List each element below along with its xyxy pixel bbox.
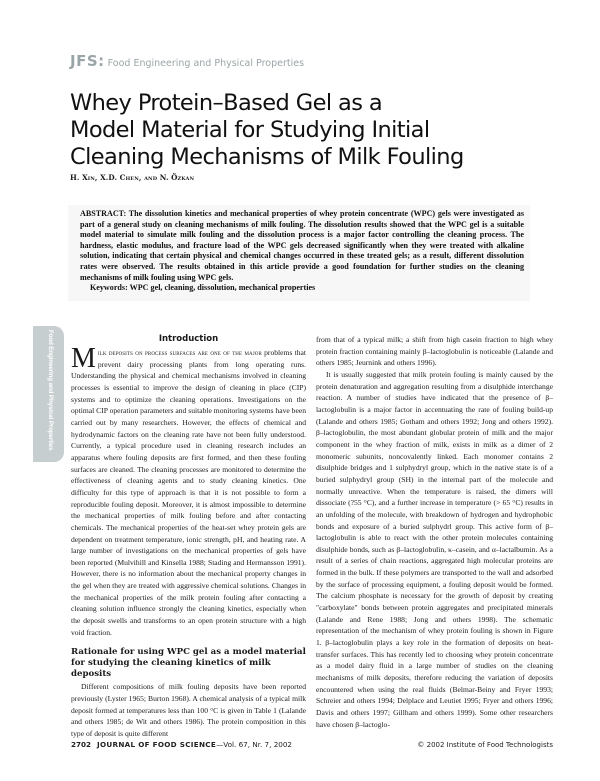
body-paragraph: from that of a typical milk; a shift from high casein fraction to high whey protein fraction containing mainly β–lactoglobulin is noticeable (Lalande and others 1985; Jeurnink and others 1996). <box>316 335 553 368</box>
intro-lead-in: ilk deposits on process surfaces are one of the major <box>97 348 262 357</box>
rationale-paragraph: Different compositions of milk fouling deposits have been reported previously (Lyster 1965; Burton 1968). A chemical analysis of a typical milk deposit formed at temperatures less than 100 °C is given in Table 1 (Lalande and others 1985; de Wit and others 1986). The protein composition in this type of deposit is quite different <box>71 682 306 739</box>
volume-issue: —Vol. 67, Nr. 7, 2002 <box>216 740 292 749</box>
page-number: 2702 <box>71 740 92 749</box>
abstract-body: ABSTRACT: The dissolution kinetics and mechanical properties of whey protein concentrate (WPC) gels were investigated as part of a general study on cleaning mechanisms of milk fouling. The dissolution results showed that the WPC gel is a suitable model material to simulate milk fouling and the dissolution process is a major factor controlling the cleaning process. The hardness, elastic modulus, and fracture load of the WPC gels decreased significantly when they were treated with alkaline solution, indicating that certain physical and chemical changes occurred in these treated gels; as a result, different dissolution rates were observed. The results obtained in this article provide a good foundation for further studies on the cleaning mechanisms of milk fouling using WPC gels. <box>80 209 524 282</box>
title-line: Whey Protein–Based Gel as a <box>70 90 383 116</box>
title-line: Cleaning Mechanisms of Milk Fouling <box>70 144 464 170</box>
drop-cap: M <box>71 343 96 374</box>
running-head <box>70 51 304 70</box>
section-name: Food Engineering and Physical Properties <box>107 58 305 69</box>
body-paragraph: It is usually suggested that milk protein fouling is mainly caused by the protein denaturation and aggregation resulting from a disulphide interchange reaction. A number of studies have indicated that the presence of β–lactoglobulin is a major factor in accentuating the rate of fouling build-up (Lalande and others 1985; Gotham and others 1992; Jong and others 1992). β–lactoglobulin, the most abundant globular protein of milk and the major component in the whey fraction of milk, exists in milk as a dimer of 2 monomeric subunits, noncovalently linked. Each monomer contains 2 disulphide bridges and 1 sulphydryl group, which in the native state is of a buried sulphydryl group (SH) in the internal part of the molecule and normally unreactive. When the temperature is raised, the dimers will dissociate (?55 °C), and a further increase in temperature (> 65 °C) results in an unfolding of the molecule, with breakdown of hydrogen and hydrophobic bonds and exposure of a buried sulphydrl group. This active form of β–lactoglobulin is able to react with the other protein molecules containing disulphide bonds, such as β–lactoglobulin, κ–casein, and α–lactalbumin. As a result of a series of chain reactions, aggregated high molecular proteins are formed in the bulk. If these polymers are transported to the wall and adsorbed by the surface of processing equipment, a fouling deposit would be formed. The calcium phosphate is necessary for the growth of deposit by creating "carboxylate" bonds between protein aggregates and precipitated minerals (Lalande and Rene 1988; Jong and others 1998). The schematic representation of the mechanism of whey protein fouling is shown in Figure 1. β–lactoglobulin plays a key role in the formation of deposits on heat-transfer surfaces. This has recently led to choosing whey protein concentrate as a model dairy fluid in a large number of studies on the cleaning mechanisms of milk deposits, therefore reducing the variation of deposits encountered when using the real fluids (Belmar-Beiny and Fryer 1993; Schreier and others 1994; Delplace and Leutiet 1995; Fryer and others 1996; Davis and others 1997; Gillham and others 1999). Some other researchers have chosen β–lactoglo- <box>316 369 553 729</box>
title-line: Model Material for Studying Initial <box>70 117 430 143</box>
introduction-heading: Introduction <box>158 334 219 344</box>
journal-abbrev: JFS: <box>70 52 105 70</box>
keywords: Keywords: WPC gel, cleaning, dissolution, mechanical properties <box>90 283 316 293</box>
article-title <box>70 90 510 171</box>
intro-text: problems that prevent dairy processing plants from long operating runs. Understanding the physical and chemical mechanisms involved in cleaning processes is essential to improve the design of cleaning in place (CIP) systems and to optimize the cleaning operations. Investigations on the optimal CIP operation parameters and suitable monitoring systems have been carried out by many researchers. However, the effects of chemical and hydrodynamic factors on the cleaning rate have not been fully understood. Currently, a typical procedure used in cleaning research includes an apparatus where fouling deposits are first formed, and then these fouling surfaces are cleaned. The cleaning processes are monitored to determine the effectiveness of cleaning agents and to study cleaning kinetics. One difficulty for this type of approach is that it is not possible to form a reproducible fouling deposit. Moreover, it is almost impossible to determine the mechanical properties of milk fouling before and after contacting chemicals. The mechanical properties of the heat-set whey protein gels are dependent on treatment temperature, ionic strength, pH, and heating rate. A large number of investigations on the mechanical properties of gels have been reported (Mulvihill and Kinsella 1988; Stading and Hermansson 1991). However, there is no information about the mechanical property changes in the gel when they are treated with aggressive chemical solutions. Changes in the mechanical properties of the milk protein fouling after contacting a cleaning solution influence strongly the cleaning kinetics, especially when the deposit swells and transforms to an open protein structure with a high void fraction. <box>71 348 306 637</box>
left-column <box>71 334 306 740</box>
copyright: © 2002 Institute of Food Technologists <box>417 741 553 749</box>
journal-name: JOURNAL OF FOOD SCIENCE <box>97 740 217 749</box>
rationale-heading: Rationale for using WPC gel as a model material for studying the cleaning kinetics of milk deposits <box>71 647 306 680</box>
intro-paragraph <box>71 343 306 638</box>
authors: H. Xin, X.D. Chen, and N. Özkan <box>70 173 195 182</box>
abstract <box>80 209 524 294</box>
side-tab-label-wrap <box>42 330 56 458</box>
side-tab-label: Food Engineering and Physical Properties <box>47 330 54 451</box>
page-footer-left <box>71 740 292 749</box>
right-column <box>316 334 553 730</box>
